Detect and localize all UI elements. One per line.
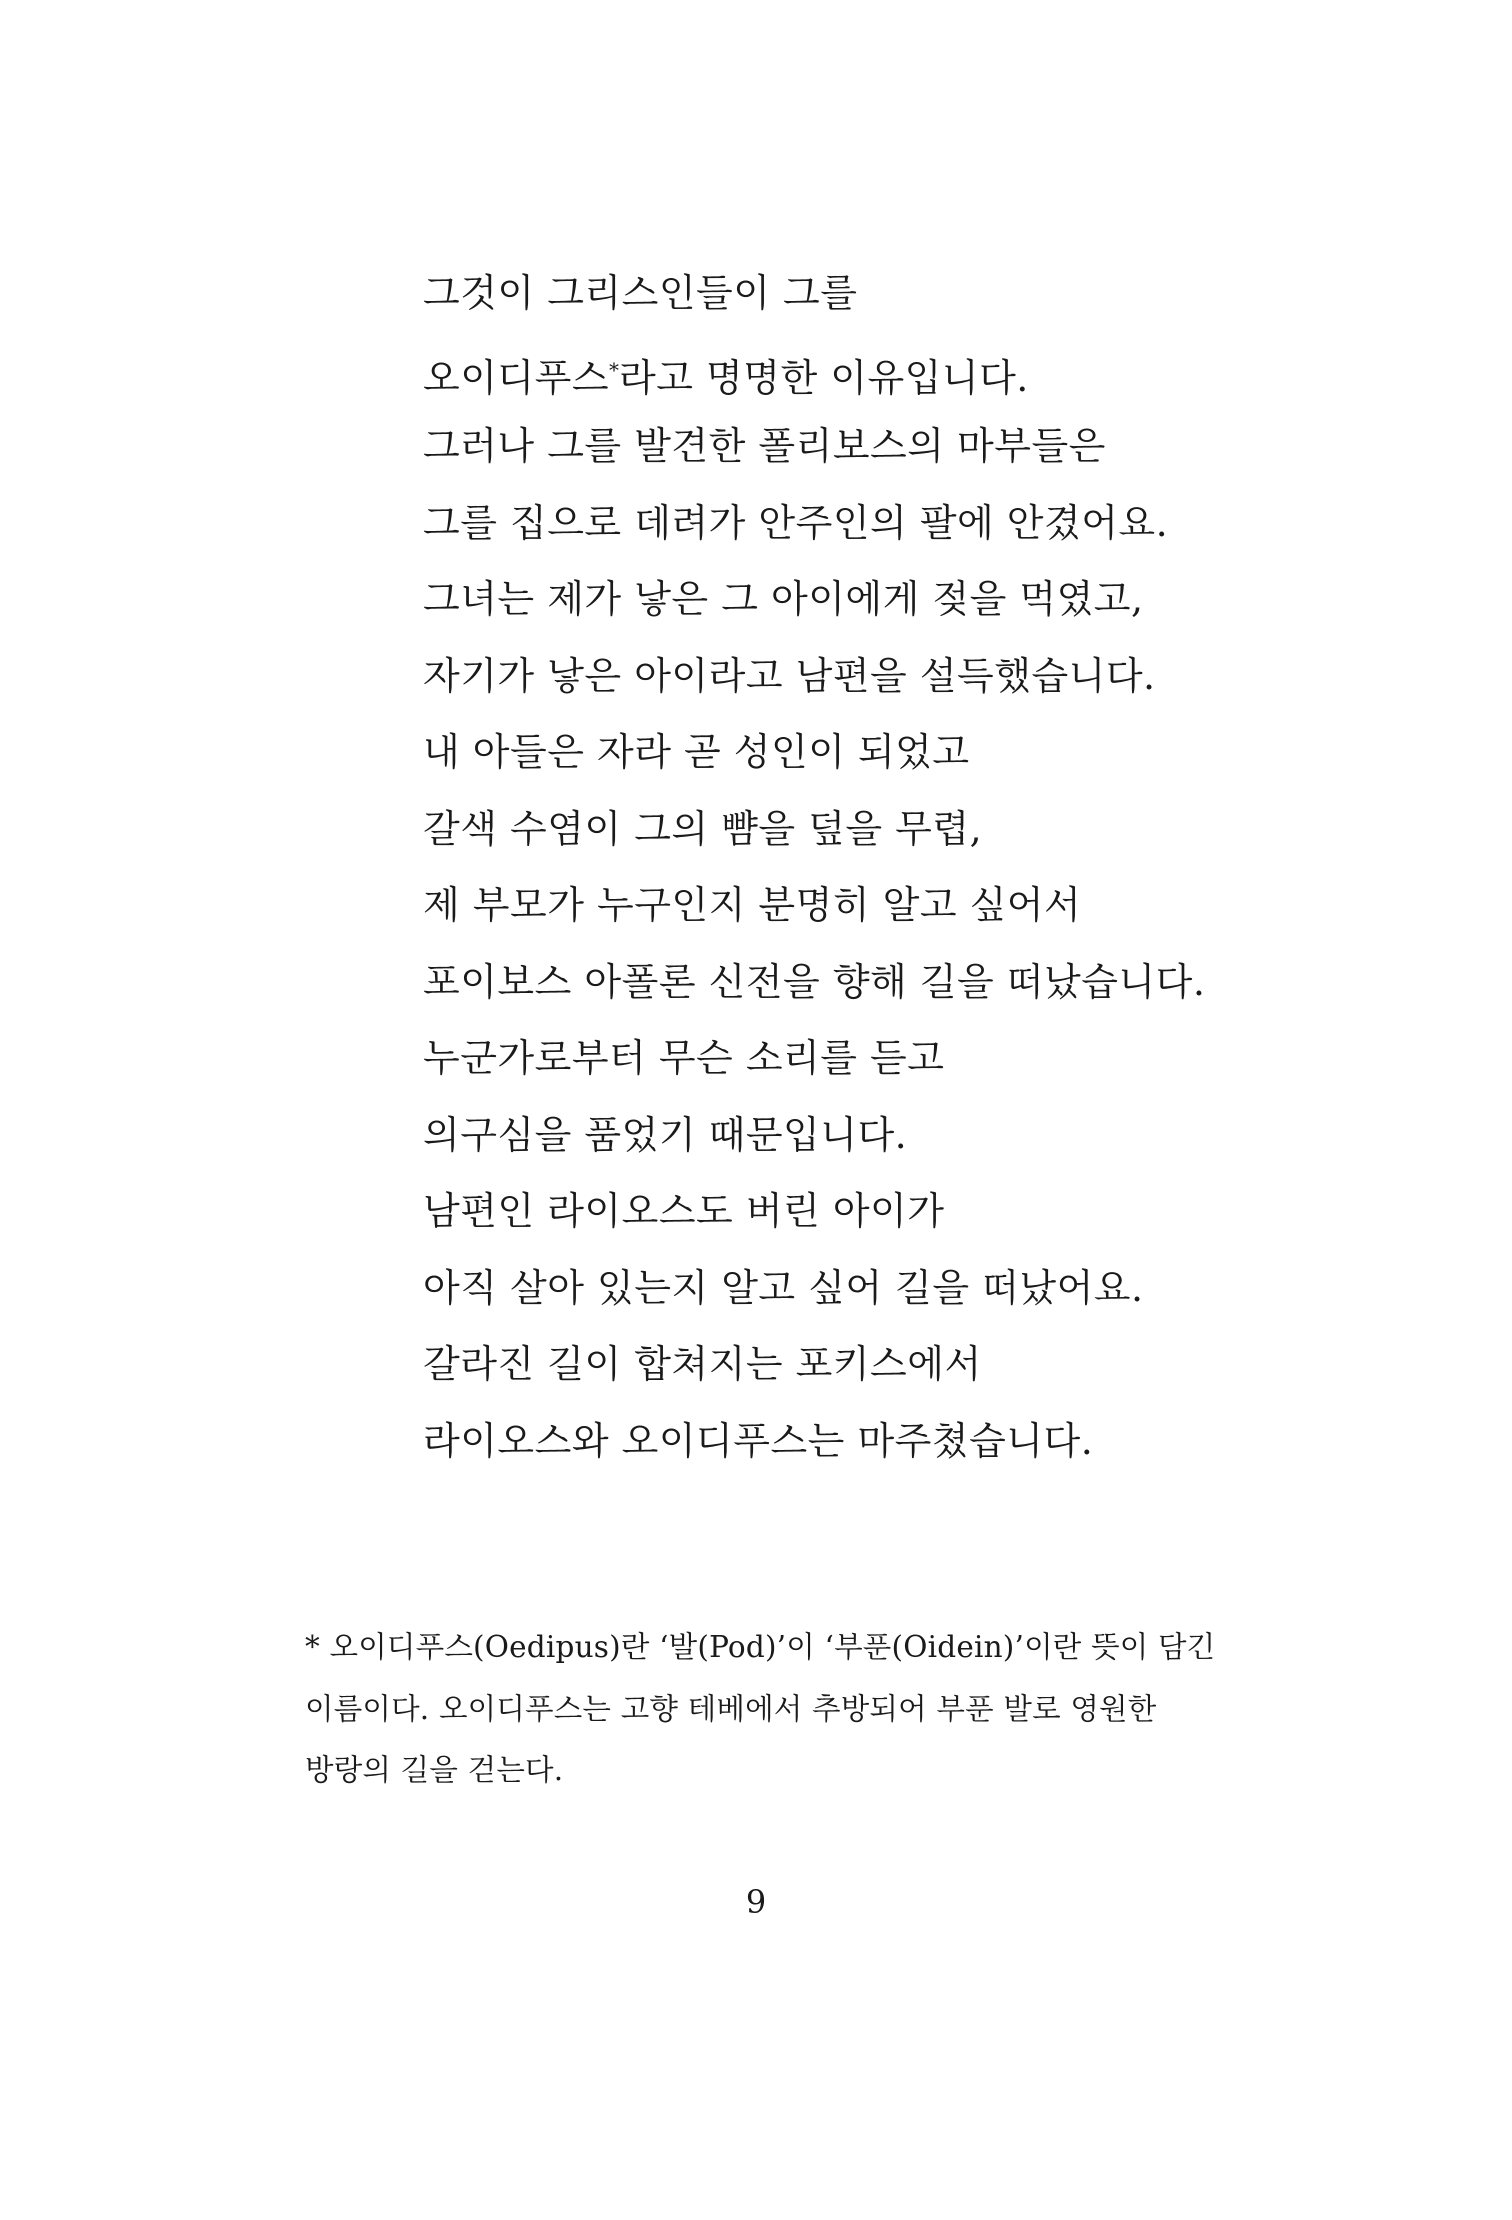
footnote-line: 방랑의 길을 걷는다.	[305, 1753, 564, 1787]
footnote-line: * 오이디푸스(Oedipus)란 ‘발(Pod)’이 ‘부푼(Oidein)’이란 뜻이 담긴	[305, 1630, 1216, 1664]
poem-line-text: 라고 명명한 이유입니다.	[619, 355, 1029, 400]
footnote	[305, 1617, 1245, 1802]
poem-line: 그것이 그리스인들이 그를	[423, 271, 858, 315]
poem-line: 제 부모가 누구인지 분명히 알고 싶어서	[423, 883, 1082, 927]
poem-line: 누군가로부터 무슨 소리를 듣고	[423, 1036, 945, 1080]
poem-line: 내 아들은 자라 곧 성인이 되었고	[423, 730, 970, 774]
poem-line: 갈라진 길이 합쳐지는 포키스에서	[423, 1342, 982, 1386]
poem-line: 포이보스 아폴론 신전을 향해 길을 떠났습니다.	[423, 959, 1206, 1004]
poem-line: 갈색 수염이 그의 뺨을 덮을 무렵,	[423, 806, 983, 851]
poem-line: 그를 집으로 데려가 안주인의 팔에 안겼어요.	[423, 500, 1169, 545]
poem-line: 자기가 낳은 아이라고 남편을 설득했습니다.	[423, 653, 1156, 698]
poem-line: 남편인 라이오스도 버린 아이가	[423, 1189, 945, 1233]
poem-body	[423, 255, 1423, 1479]
poem-line: 라이오스와 오이디푸스는 마주쳤습니다.	[423, 1418, 1094, 1463]
poem-line	[423, 332, 1423, 409]
poem-line: 그러나 그를 발견한 폴리보스의 마부들은	[423, 424, 1106, 468]
poem-line-text: 오이디푸스	[423, 355, 610, 400]
footnote-marker: *	[609, 357, 620, 382]
poem-line: 의구심을 품었기 때문입니다.	[423, 1112, 908, 1157]
footnote-line: 이름이다. 오이디푸스는 고향 테베에서 추방되어 부푼 발로 영원한	[305, 1691, 1157, 1726]
poem-line: 아직 살아 있는지 알고 싶어 길을 떠났어요.	[423, 1265, 1144, 1310]
poem-line: 그녀는 제가 낳은 그 아이에게 젖을 먹였고,	[423, 577, 1144, 621]
page-number: 9	[745, 1883, 767, 1921]
